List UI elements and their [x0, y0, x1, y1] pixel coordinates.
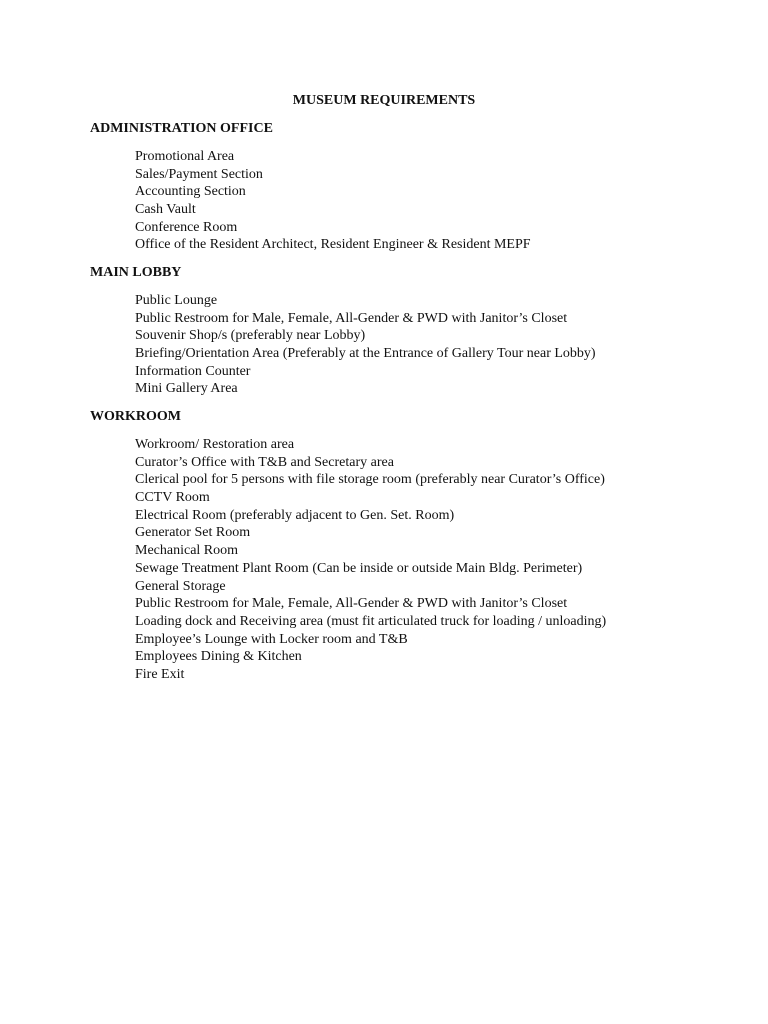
list-item-text: Public Restroom for Male, Female, All-Gender & PWD with Janitor’s Closet: [135, 596, 568, 612]
list-item-text: Fire Exit: [135, 666, 185, 682]
list-item-text: Conference Room: [135, 219, 238, 235]
list-item-text: Clerical pool for 5 persons with file storage room (preferably near Curator’s Office): [135, 472, 605, 488]
section-heading-administration-office: ADMINISTRATION OFFICE: [90, 121, 273, 136]
list-item-text: Sales/Payment Section: [135, 166, 263, 182]
list-item-text: General Storage: [135, 578, 226, 594]
list-item-text: Curator’s Office with T&B and Secretary area: [135, 454, 394, 470]
list-item-text: Employee’s Lounge with Locker room and T&B: [135, 631, 408, 647]
list-item-text: Employees Dining & Kitchen: [135, 649, 302, 665]
list-item-text: Information Counter: [135, 363, 251, 379]
list-item-text: Public Restroom for Male, Female, All-Gender & PWD with Janitor’s Closet: [135, 310, 568, 326]
section-heading-workroom: WORKROOM: [90, 409, 181, 424]
list-item-text: Souvenir Shop/s (preferably near Lobby): [135, 328, 366, 344]
list-item-text: Generator Set Room: [135, 525, 251, 541]
document-title: MUSEUM REQUIREMENTS: [292, 93, 476, 108]
section-heading-main-lobby: MAIN LOBBY: [90, 265, 182, 280]
list-item-text: Public Lounge: [135, 293, 218, 308]
list-item-text: Workroom/ Restoration area: [135, 437, 295, 452]
list-item-text: Briefing/Orientation Area (Preferably at the Entrance of Gallery Tour near Lobby): [135, 346, 596, 362]
list-item-text: Accounting Section: [135, 184, 246, 200]
list-item-text: Sewage Treatment Plant Room (Can be inside or outside Main Bldg. Perimeter): [135, 560, 583, 576]
list-item-text: Electrical Room (preferably adjacent to Gen. Set. Room): [135, 507, 455, 523]
list-item-text: Mechanical Room: [135, 543, 239, 559]
list-item-text: Loading dock and Receiving area (must fit articulated truck for loading / unloading): [135, 613, 607, 629]
list-item-text: CCTV Room: [135, 490, 210, 506]
list-item-text: Cash Vault: [135, 202, 196, 218]
list-item-text: Promotional Area: [135, 149, 235, 164]
list-item-text: Mini Gallery Area: [135, 381, 238, 397]
list-item-text: Office of the Resident Architect, Resident Engineer & Resident MEPF: [135, 237, 531, 253]
